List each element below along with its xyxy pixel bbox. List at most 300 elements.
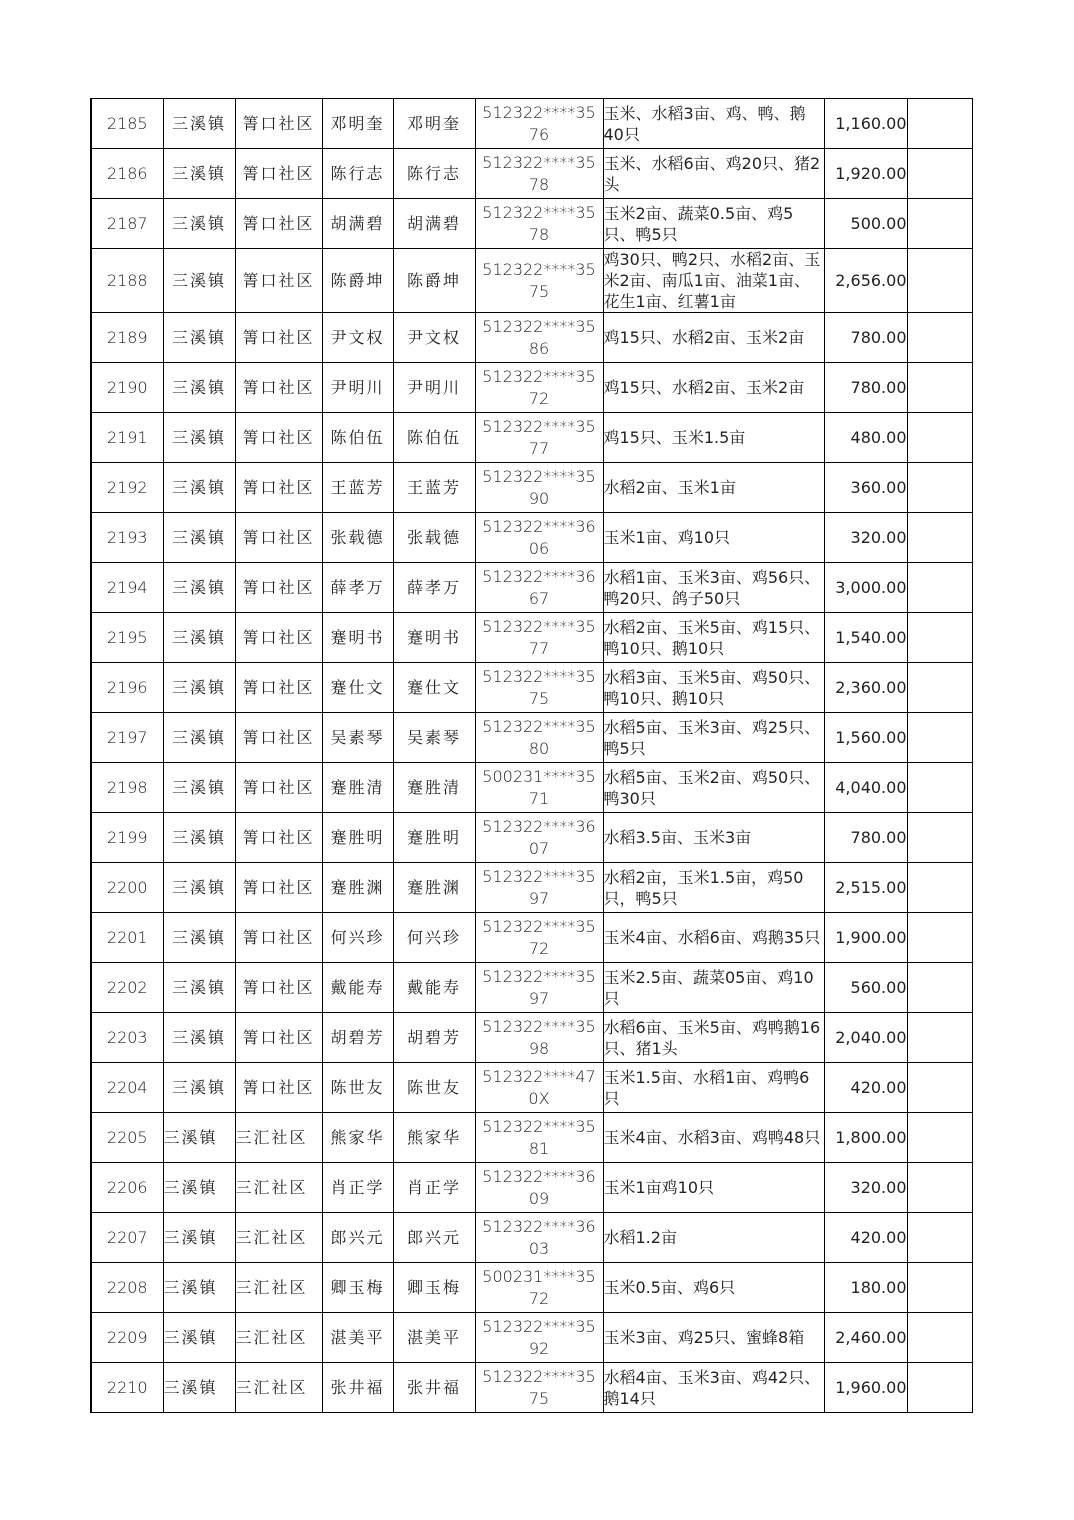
id-number-line-2: 78	[528, 225, 550, 244]
id-number-line-2: 86	[528, 339, 550, 358]
town-cell: 三溪镇	[163, 1063, 235, 1113]
amount-cell: 360.00	[824, 463, 907, 513]
community-cell: 三汇社区	[235, 1113, 322, 1163]
id-number-line-2: 76	[528, 125, 550, 144]
id-number-cell	[475, 513, 603, 563]
production-description-cell: 鸡15只、玉米1.5亩	[603, 413, 824, 463]
id-number-cell	[475, 863, 603, 913]
town-cell: 三溪镇	[163, 413, 235, 463]
community-cell: 三汇社区	[235, 1363, 322, 1413]
applicant-name-cell: 卿玉梅	[393, 1263, 475, 1313]
town-cell: 三溪镇	[163, 1163, 235, 1213]
id-number-cell	[475, 563, 603, 613]
amount-cell: 480.00	[824, 413, 907, 463]
row-number-cell: 2192	[91, 463, 163, 513]
amount-cell: 560.00	[824, 963, 907, 1013]
community-cell: 箐口社区	[235, 463, 322, 513]
id-number-line-1: 512322****35	[482, 867, 596, 886]
row-number-cell: 2189	[91, 313, 163, 363]
production-description-cell: 水稻1亩、玉米3亩、鸡56只、鸭20只、鸽子50只	[603, 563, 824, 613]
id-number-cell	[475, 1263, 603, 1313]
applicant-name-cell: 蹇胜渊	[393, 863, 475, 913]
town-cell: 三溪镇	[163, 1263, 235, 1313]
applicant-name-cell: 陈行志	[393, 149, 475, 199]
town-cell: 三溪镇	[163, 1313, 235, 1363]
amount-cell: 1,800.00	[824, 1113, 907, 1163]
remarks-cell	[907, 1313, 972, 1363]
household-head-cell: 熊家华	[322, 1113, 393, 1163]
amount-cell: 3,000.00	[824, 563, 907, 613]
production-description-cell: 鸡30只、鸭2只、水稻2亩、玉米2亩、南瓜1亩、油菜1亩、花生1亩、红薯1亩	[603, 249, 824, 313]
town-cell: 三溪镇	[163, 713, 235, 763]
table-row	[91, 463, 972, 513]
household-head-cell: 何兴珍	[322, 913, 393, 963]
remarks-cell	[907, 363, 972, 413]
remarks-cell	[907, 813, 972, 863]
remarks-cell	[907, 913, 972, 963]
household-head-cell: 蹇胜渊	[322, 863, 393, 913]
household-head-cell: 蹇明书	[322, 613, 393, 663]
town-cell: 三溪镇	[163, 513, 235, 563]
id-number-line-1: 512322****35	[482, 1017, 596, 1036]
town-cell: 三溪镇	[163, 249, 235, 313]
remarks-cell	[907, 663, 972, 713]
community-cell: 箐口社区	[235, 413, 322, 463]
id-number-cell	[475, 963, 603, 1013]
table-row	[91, 149, 972, 199]
table-row	[91, 813, 972, 863]
town-cell: 三溪镇	[163, 563, 235, 613]
amount-cell: 2,515.00	[824, 863, 907, 913]
id-number-cell	[475, 1363, 603, 1413]
household-head-cell: 陈世友	[322, 1063, 393, 1113]
amount-cell: 1,540.00	[824, 613, 907, 663]
table-row	[91, 1313, 972, 1363]
household-head-cell: 湛美平	[322, 1313, 393, 1363]
remarks-cell	[907, 1263, 972, 1313]
id-number-line-1: 512322****36	[482, 517, 596, 536]
applicant-name-cell: 尹明川	[393, 363, 475, 413]
id-number-line-1: 512322****35	[482, 1317, 596, 1336]
row-number-cell: 2200	[91, 863, 163, 913]
production-description-cell: 水稻5亩、玉米3亩、鸡25只、鸭5只	[603, 713, 824, 763]
production-description-cell: 玉米1亩鸡10只	[603, 1163, 824, 1213]
household-head-cell: 蹇胜明	[322, 813, 393, 863]
id-number-line-2: 03	[528, 1239, 550, 1258]
id-number-line-2: 71	[528, 789, 550, 808]
applicant-name-cell: 蹇明书	[393, 613, 475, 663]
id-number-line-2: 75	[528, 1389, 550, 1408]
table-row	[91, 249, 972, 313]
town-cell: 三溪镇	[163, 813, 235, 863]
id-number-line-1: 512322****35	[482, 667, 596, 686]
table-row	[91, 963, 972, 1013]
applicant-name-cell: 吴素琴	[393, 713, 475, 763]
remarks-cell	[907, 463, 972, 513]
id-number-line-1: 500231****35	[482, 767, 596, 786]
row-number-cell: 2194	[91, 563, 163, 613]
subsidy-table	[90, 98, 973, 1413]
community-cell: 箐口社区	[235, 863, 322, 913]
remarks-cell	[907, 1213, 972, 1263]
remarks-cell	[907, 613, 972, 663]
remarks-cell	[907, 1113, 972, 1163]
row-number-cell: 2204	[91, 1063, 163, 1113]
id-number-line-2: 77	[528, 439, 550, 458]
applicant-name-cell: 胡满碧	[393, 199, 475, 249]
row-number-cell: 2185	[91, 99, 163, 149]
id-number-line-1: 512322****35	[482, 203, 596, 222]
row-number-cell: 2186	[91, 149, 163, 199]
community-cell: 三汇社区	[235, 1163, 322, 1213]
applicant-name-cell: 蹇仕文	[393, 663, 475, 713]
household-head-cell: 郎兴元	[322, 1213, 393, 1263]
production-description-cell: 玉米4亩、水稻6亩、鸡鹅35只	[603, 913, 824, 963]
row-number-cell: 2191	[91, 413, 163, 463]
applicant-name-cell: 胡碧芳	[393, 1013, 475, 1063]
remarks-cell	[907, 713, 972, 763]
production-description-cell: 鸡15只、水稻2亩、玉米2亩	[603, 363, 824, 413]
id-number-line-1: 500231****35	[482, 1267, 596, 1286]
production-description-cell: 玉米2.5亩、蔬菜05亩、鸡10只	[603, 963, 824, 1013]
town-cell: 三溪镇	[163, 1113, 235, 1163]
applicant-name-cell: 王蓝芳	[393, 463, 475, 513]
table-row	[91, 99, 972, 149]
id-number-line-1: 512322****35	[482, 967, 596, 986]
table-row	[91, 363, 972, 413]
row-number-cell: 2196	[91, 663, 163, 713]
row-number-cell: 2207	[91, 1213, 163, 1263]
community-cell: 箐口社区	[235, 199, 322, 249]
production-description-cell: 玉米、水稻6亩、鸡20只、猪2头	[603, 149, 824, 199]
applicant-name-cell: 蹇胜清	[393, 763, 475, 813]
id-number-line-2: 07	[528, 839, 550, 858]
town-cell: 三溪镇	[163, 313, 235, 363]
community-cell: 箐口社区	[235, 99, 322, 149]
community-cell: 箐口社区	[235, 763, 322, 813]
id-number-line-1: 512322****35	[482, 617, 596, 636]
town-cell: 三溪镇	[163, 1213, 235, 1263]
row-number-cell: 2201	[91, 913, 163, 963]
table-body	[91, 99, 972, 1413]
row-number-cell: 2202	[91, 963, 163, 1013]
table-row	[91, 1113, 972, 1163]
town-cell: 三溪镇	[163, 913, 235, 963]
applicant-name-cell: 蹇胜明	[393, 813, 475, 863]
remarks-cell	[907, 1163, 972, 1213]
id-number-line-2: 75	[528, 282, 550, 301]
row-number-cell: 2206	[91, 1163, 163, 1213]
amount-cell: 2,040.00	[824, 1013, 907, 1063]
community-cell: 箐口社区	[235, 913, 322, 963]
town-cell: 三溪镇	[163, 463, 235, 513]
production-description-cell: 玉米、水稻3亩、鸡、鸭、鹅40只	[603, 99, 824, 149]
production-description-cell: 鸡15只、水稻2亩、玉米2亩	[603, 313, 824, 363]
applicant-name-cell: 肖正学	[393, 1163, 475, 1213]
amount-cell: 2,460.00	[824, 1313, 907, 1363]
production-description-cell: 水稻1.2亩	[603, 1213, 824, 1263]
table-row	[91, 1013, 972, 1063]
community-cell: 箐口社区	[235, 149, 322, 199]
id-number-line-1: 512322****35	[482, 1367, 596, 1386]
remarks-cell	[907, 1363, 972, 1413]
town-cell: 三溪镇	[163, 613, 235, 663]
row-number-cell: 2190	[91, 363, 163, 413]
remarks-cell	[907, 149, 972, 199]
id-number-line-1: 512322****36	[482, 1217, 596, 1236]
amount-cell: 2,360.00	[824, 663, 907, 713]
row-number-cell: 2205	[91, 1113, 163, 1163]
table-row	[91, 613, 972, 663]
amount-cell: 420.00	[824, 1063, 907, 1113]
applicant-name-cell: 陈伯伍	[393, 413, 475, 463]
id-number-cell	[475, 613, 603, 663]
applicant-name-cell: 陈爵坤	[393, 249, 475, 313]
table-row	[91, 713, 972, 763]
applicant-name-cell: 张载德	[393, 513, 475, 563]
id-number-cell	[475, 1313, 603, 1363]
id-number-cell	[475, 313, 603, 363]
applicant-name-cell: 薛孝万	[393, 563, 475, 613]
household-head-cell: 王蓝芳	[322, 463, 393, 513]
amount-cell: 4,040.00	[824, 763, 907, 813]
id-number-cell	[475, 1063, 603, 1113]
id-number-line-1: 512322****36	[482, 1167, 596, 1186]
household-head-cell: 蹇仕文	[322, 663, 393, 713]
id-number-cell	[475, 713, 603, 763]
household-head-cell: 尹文权	[322, 313, 393, 363]
id-number-line-1: 512322****35	[482, 467, 596, 486]
id-number-line-1: 512322****36	[482, 567, 596, 586]
id-number-cell	[475, 463, 603, 513]
town-cell: 三溪镇	[163, 763, 235, 813]
id-number-line-1: 512322****35	[482, 103, 596, 122]
row-number-cell: 2199	[91, 813, 163, 863]
row-number-cell: 2210	[91, 1363, 163, 1413]
production-description-cell: 水稻2亩、玉米1亩	[603, 463, 824, 513]
household-head-cell: 吴素琴	[322, 713, 393, 763]
table-row	[91, 763, 972, 813]
id-number-line-1: 512322****35	[482, 1117, 596, 1136]
remarks-cell	[907, 513, 972, 563]
household-head-cell: 陈行志	[322, 149, 393, 199]
id-number-line-2: 72	[528, 939, 550, 958]
amount-cell: 780.00	[824, 813, 907, 863]
id-number-line-2: 72	[528, 1289, 550, 1308]
row-number-cell: 2208	[91, 1263, 163, 1313]
applicant-name-cell: 张井福	[393, 1363, 475, 1413]
remarks-cell	[907, 863, 972, 913]
id-number-line-1: 512322****35	[482, 917, 596, 936]
id-number-line-2: 09	[528, 1189, 550, 1208]
applicant-name-cell: 邓明奎	[393, 99, 475, 149]
row-number-cell: 2203	[91, 1013, 163, 1063]
table-row	[91, 1163, 972, 1213]
table-row	[91, 1213, 972, 1263]
id-number-line-2: 90	[528, 489, 550, 508]
row-number-cell: 2198	[91, 763, 163, 813]
remarks-cell	[907, 563, 972, 613]
id-number-line-1: 512322****36	[482, 817, 596, 836]
id-number-line-2: 72	[528, 389, 550, 408]
id-number-line-2: 77	[528, 639, 550, 658]
community-cell: 箐口社区	[235, 613, 322, 663]
remarks-cell	[907, 199, 972, 249]
household-head-cell: 戴能寿	[322, 963, 393, 1013]
applicant-name-cell: 郎兴元	[393, 1213, 475, 1263]
amount-cell: 1,960.00	[824, 1363, 907, 1413]
table-row	[91, 413, 972, 463]
row-number-cell: 2187	[91, 199, 163, 249]
household-head-cell: 邓明奎	[322, 99, 393, 149]
amount-cell: 2,656.00	[824, 249, 907, 313]
table-row	[91, 1263, 972, 1313]
amount-cell: 1,900.00	[824, 913, 907, 963]
id-number-cell	[475, 1163, 603, 1213]
id-number-line-1: 512322****47	[482, 1067, 596, 1086]
community-cell: 箐口社区	[235, 1013, 322, 1063]
id-number-line-1: 512322****35	[482, 153, 596, 172]
amount-cell: 780.00	[824, 313, 907, 363]
table-row	[91, 863, 972, 913]
remarks-cell	[907, 99, 972, 149]
table-row	[91, 913, 972, 963]
row-number-cell: 2195	[91, 613, 163, 663]
community-cell: 三汇社区	[235, 1263, 322, 1313]
id-number-cell	[475, 1113, 603, 1163]
town-cell: 三溪镇	[163, 1363, 235, 1413]
community-cell: 三汇社区	[235, 1213, 322, 1263]
id-number-line-1: 512322****35	[482, 317, 596, 336]
remarks-cell	[907, 763, 972, 813]
production-description-cell: 玉米1亩、鸡10只	[603, 513, 824, 563]
id-number-line-1: 512322****35	[482, 367, 596, 386]
applicant-name-cell: 湛美平	[393, 1313, 475, 1363]
table-row	[91, 513, 972, 563]
id-number-line-1: 512322****35	[482, 717, 596, 736]
household-head-cell: 薛孝万	[322, 563, 393, 613]
remarks-cell	[907, 313, 972, 363]
community-cell: 箐口社区	[235, 513, 322, 563]
id-number-cell	[475, 99, 603, 149]
id-number-cell	[475, 913, 603, 963]
row-number-cell: 2193	[91, 513, 163, 563]
id-number-line-2: 81	[528, 1139, 550, 1158]
applicant-name-cell: 熊家华	[393, 1113, 475, 1163]
id-number-cell	[475, 813, 603, 863]
household-head-cell: 陈伯伍	[322, 413, 393, 463]
production-description-cell: 水稻2亩，玉米1.5亩，鸡50只，鸭5只	[603, 863, 824, 913]
production-description-cell: 玉米3亩、鸡25只、蜜蜂8箱	[603, 1313, 824, 1363]
id-number-cell	[475, 149, 603, 199]
community-cell: 箐口社区	[235, 813, 322, 863]
amount-cell: 320.00	[824, 513, 907, 563]
id-number-line-2: 75	[528, 689, 550, 708]
row-number-cell: 2209	[91, 1313, 163, 1363]
production-description-cell: 水稻2亩、玉米5亩、鸡15只、鸭10只、鹅10只	[603, 613, 824, 663]
community-cell: 箐口社区	[235, 249, 322, 313]
production-description-cell: 玉米2亩、蔬菜0.5亩、鸡5只、鸭5只	[603, 199, 824, 249]
amount-cell: 500.00	[824, 199, 907, 249]
id-number-cell	[475, 1213, 603, 1263]
amount-cell: 1,560.00	[824, 713, 907, 763]
table-row	[91, 1063, 972, 1113]
id-number-line-1: 512322****35	[482, 260, 596, 279]
row-number-cell: 2188	[91, 249, 163, 313]
id-number-cell	[475, 763, 603, 813]
table-row	[91, 663, 972, 713]
id-number-line-2: 06	[528, 539, 550, 558]
id-number-line-2: 97	[528, 989, 550, 1008]
household-head-cell: 胡碧芳	[322, 1013, 393, 1063]
production-description-cell: 玉米0.5亩、鸡6只	[603, 1263, 824, 1313]
town-cell: 三溪镇	[163, 99, 235, 149]
remarks-cell	[907, 413, 972, 463]
production-description-cell: 玉米4亩、水稻3亩、鸡鸭48只	[603, 1113, 824, 1163]
remarks-cell	[907, 1013, 972, 1063]
amount-cell: 1,920.00	[824, 149, 907, 199]
table-row	[91, 313, 972, 363]
community-cell: 箐口社区	[235, 713, 322, 763]
row-number-cell: 2197	[91, 713, 163, 763]
community-cell: 箐口社区	[235, 663, 322, 713]
amount-cell: 420.00	[824, 1213, 907, 1263]
community-cell: 箐口社区	[235, 313, 322, 363]
town-cell: 三溪镇	[163, 663, 235, 713]
id-number-line-2: 92	[528, 1339, 550, 1358]
id-number-line-2: 0X	[528, 1089, 550, 1108]
production-description-cell: 水稻5亩、玉米2亩、鸡50只、鸭30只	[603, 763, 824, 813]
id-number-cell	[475, 1013, 603, 1063]
household-head-cell: 尹明川	[322, 363, 393, 413]
household-head-cell: 陈爵坤	[322, 249, 393, 313]
household-head-cell: 蹇胜清	[322, 763, 393, 813]
id-number-line-2: 80	[528, 739, 550, 758]
household-head-cell: 张载德	[322, 513, 393, 563]
community-cell: 箐口社区	[235, 963, 322, 1013]
community-cell: 箐口社区	[235, 363, 322, 413]
household-head-cell: 肖正学	[322, 1163, 393, 1213]
applicant-name-cell: 何兴珍	[393, 913, 475, 963]
household-head-cell: 卿玉梅	[322, 1263, 393, 1313]
production-description-cell: 水稻3.5亩、玉米3亩	[603, 813, 824, 863]
id-number-line-2: 98	[528, 1039, 550, 1058]
id-number-cell	[475, 363, 603, 413]
id-number-cell	[475, 663, 603, 713]
applicant-name-cell: 戴能寿	[393, 963, 475, 1013]
table-row	[91, 1363, 972, 1413]
table-row	[91, 563, 972, 613]
household-head-cell: 张井福	[322, 1363, 393, 1413]
town-cell: 三溪镇	[163, 963, 235, 1013]
id-number-cell	[475, 249, 603, 313]
production-description-cell: 水稻4亩、玉米3亩、鸡42只、鹅14只	[603, 1363, 824, 1413]
id-number-line-2: 78	[528, 175, 550, 194]
applicant-name-cell: 尹文权	[393, 313, 475, 363]
community-cell: 箐口社区	[235, 563, 322, 613]
remarks-cell	[907, 963, 972, 1013]
production-description-cell: 水稻6亩、玉米5亩、鸡鸭鹅16只、猪1头	[603, 1013, 824, 1063]
community-cell: 箐口社区	[235, 1063, 322, 1113]
remarks-cell	[907, 1063, 972, 1113]
amount-cell: 1,160.00	[824, 99, 907, 149]
table-row	[91, 199, 972, 249]
remarks-cell	[907, 249, 972, 313]
id-number-line-2: 97	[528, 889, 550, 908]
applicant-name-cell: 陈世友	[393, 1063, 475, 1113]
production-description-cell: 玉米1.5亩、水稻1亩、鸡鸭6只	[603, 1063, 824, 1113]
amount-cell: 780.00	[824, 363, 907, 413]
